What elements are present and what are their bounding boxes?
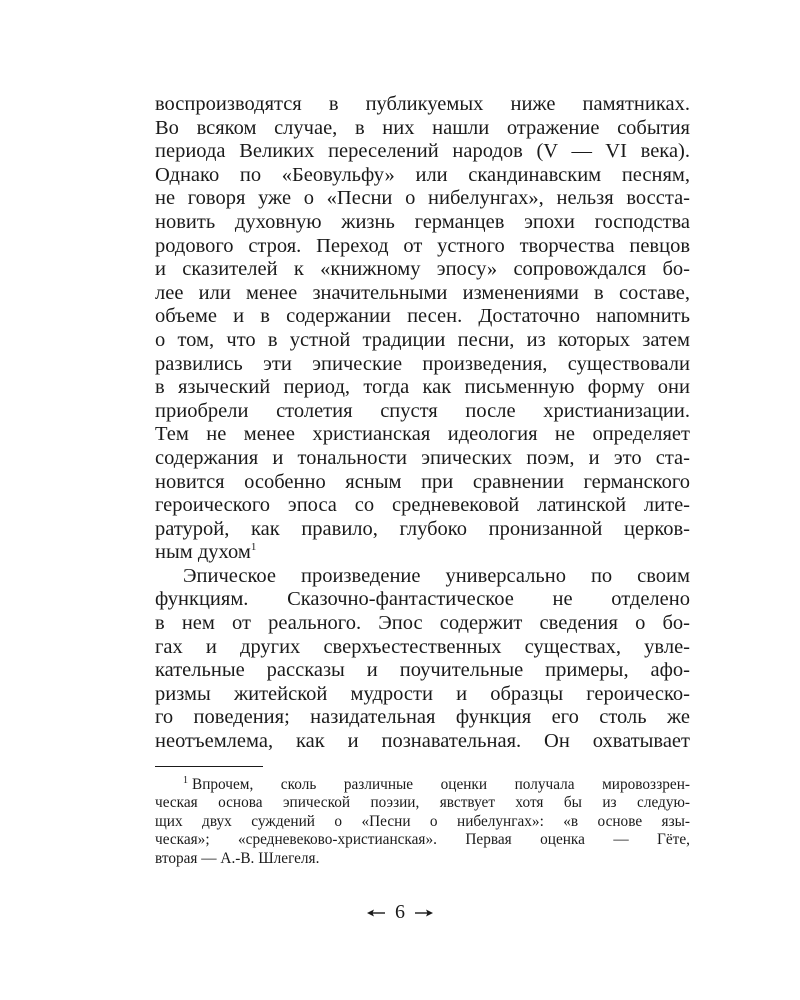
text-line: и сказителей к «книжному эпосу» сопровождался бо-: [155, 258, 690, 281]
ornament-right-icon: [414, 908, 434, 918]
text-line: Эпическое произведение универсально по своим: [183, 564, 690, 587]
text-line: лее или менее значительными изменениями в составе,: [155, 281, 690, 304]
page-number-block: [0, 900, 800, 924]
text-line: родового строя. Переход от устного творчества певцов: [155, 234, 690, 257]
footnote-line: щих двух суждений о «Песни о нибелунгах»: «в основе язы-: [155, 812, 690, 830]
text-line: не говоря уже о «Песни о нибелунгах», нельзя восста-: [155, 187, 690, 210]
paragraph-1: [155, 93, 690, 565]
paragraph-2: [155, 565, 690, 754]
text-line: новится особенно ясным при сравнении германского: [155, 470, 690, 493]
footnote-line: ческая основа эпической поэзии, явствует хотя бы из следую-: [155, 794, 690, 812]
text-line: ризмы житейской мудрости и образцы героическо-: [155, 682, 690, 705]
text-line: в языческий период, тогда как письменную форму они: [155, 376, 690, 399]
text-line: периода Великих переселений народов (V — VI века).: [155, 140, 690, 163]
text-line: воспроизводятся в публикуемых ниже памятниках.: [155, 93, 690, 115]
footnote-line: вторая — А.-В. Шлегеля.: [155, 850, 320, 867]
footnote-divider: [155, 766, 263, 767]
text-line: кательные рассказы и поучительные примеры, афо-: [155, 659, 690, 682]
page-body: [155, 93, 690, 869]
text-line: приобрели столетия спустя после христианизации.: [155, 399, 690, 422]
text-line: содержания и тональности эпических поэм, и это ста-: [155, 446, 690, 469]
text-line: о том, что в устной традиции песни, из которых затем: [155, 328, 690, 351]
footnote-line: [155, 776, 690, 795]
text-line: развились эти эпические произведения, существовали: [155, 352, 690, 375]
text-line: Однако по «Беовульфу» или скандинавским песням,: [155, 163, 690, 186]
text-line: Во всяком случае, в них нашли отражение события: [155, 116, 690, 139]
text-line: функциям. Сказочно-фантастическое не отделено: [155, 588, 690, 611]
text-line-last: [155, 541, 690, 565]
text-line: гах и других сверхъестественных существах, увле-: [155, 635, 690, 658]
footnote-text: Впрочем, сколь различные оценки получала мировоззрен-: [192, 775, 690, 793]
text-line: в нем от реального. Эпос содержит сведения о бо-: [155, 612, 690, 635]
footnote-number: 1: [183, 774, 188, 786]
page-number: 6: [395, 901, 405, 923]
text-line: новить духовную жизнь германцев эпохи господства: [155, 210, 690, 233]
ornament-left-icon: [366, 908, 386, 918]
footnote: [155, 776, 690, 869]
text-line: героического эпоса со средневековой латинской лите-: [155, 494, 690, 517]
text-line: го поведения; назидательная функция его столь же: [155, 706, 690, 729]
text-line: объеме и в содержании песен. Достаточно напомнить: [155, 305, 690, 328]
last-line-text: ным духом: [155, 541, 251, 564]
footnote-reference[interactable]: 1: [250, 541, 257, 554]
text-line: неотъемлема, как и познавательная. Он охватывает: [155, 730, 690, 753]
text-line: Тем не менее христианская идеология не определяет: [155, 423, 690, 446]
text-line: ратурой, как правило, глубоко пронизанной церков-: [155, 517, 690, 540]
footnote-line: ческая»; «средневеково-христианская». Первая оценка — Гёте,: [155, 831, 690, 849]
